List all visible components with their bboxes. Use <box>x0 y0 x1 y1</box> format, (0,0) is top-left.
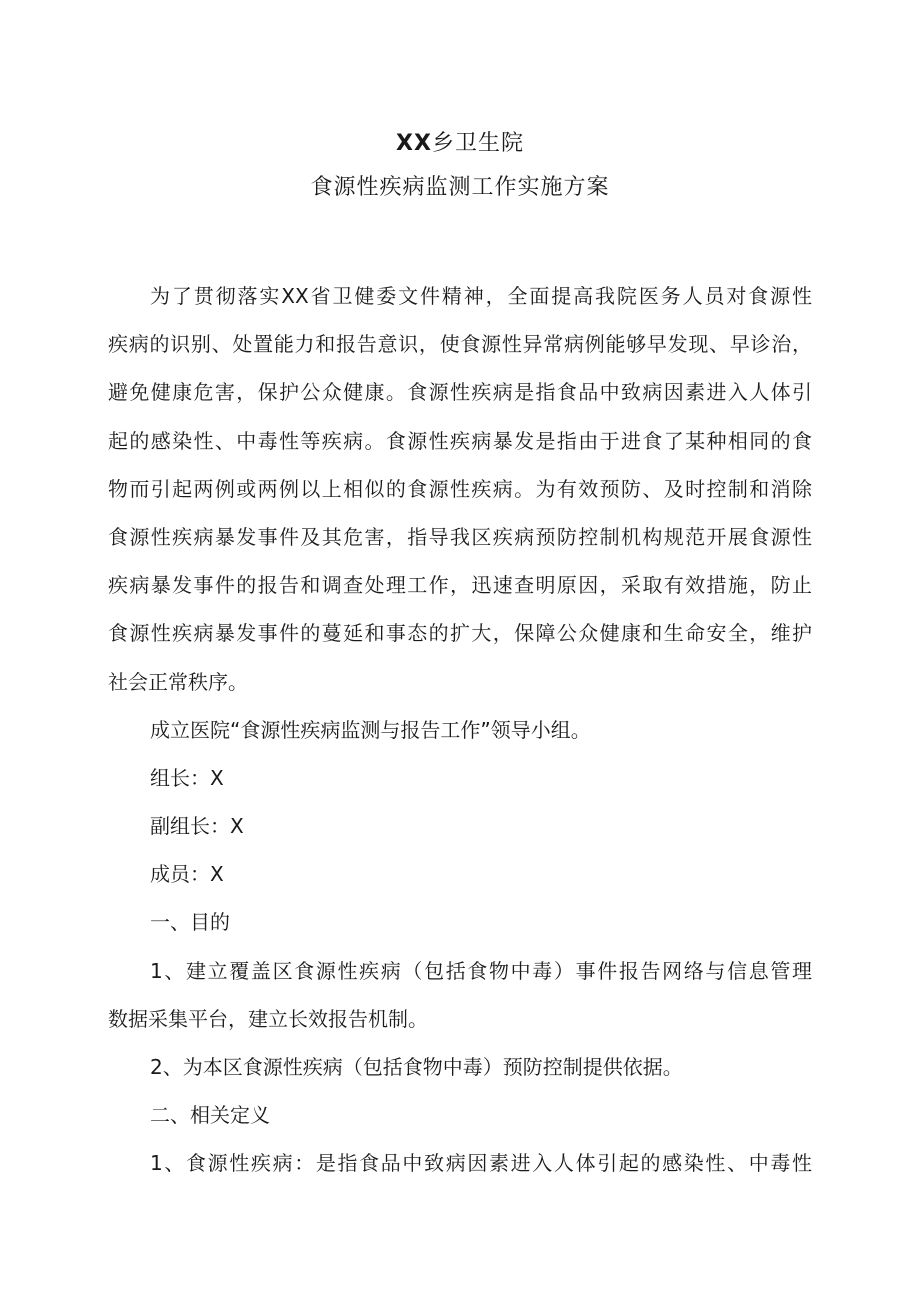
org-title-prefix: XX <box>396 131 432 156</box>
intro-line: 食源性疾病暴发事件的蔓延和事态的扩大，保障公众健康和生命安全，维护 <box>108 621 812 646</box>
group-members: 成员：X <box>150 862 224 887</box>
intro-line: 物而引起两例或两例以上相似的食源性疾病。为有效预防、及时控制和消除 <box>108 476 812 501</box>
intro-line: 疾病的识别、处置能力和报告意识，使食源性异常病例能够早发现、早诊治， <box>108 332 812 357</box>
document-title-block <box>0 122 920 210</box>
section-heading-purpose: 一、目的 <box>150 910 230 935</box>
intro-line: 为了贯彻落实XX省卫健委文件精神，全面提高我院医务人员对食源性 <box>150 284 812 308</box>
purpose-item-1-cont: 数据采集平台，建立长效报告机制。 <box>108 1006 428 1031</box>
intro-line: 疾病暴发事件的报告和调查处理工作，迅速查明原因，采取有效措施，防止 <box>108 573 812 598</box>
group-intro: 成立医院“食源性疾病监测与报告工作”领导小组。 <box>150 717 591 742</box>
definition-item-1: 1、食源性疾病：是指食品中致病因素进入人体引起的感染性、中毒性 <box>150 1151 812 1176</box>
purpose-item-1: 1、建立覆盖区食源性疾病（包括食物中毒）事件报告网络与信息管理 <box>150 958 812 983</box>
intro-line: 起的感染性、中毒性等疾病。食源性疾病暴发是指由于进食了某种相同的食 <box>108 428 812 453</box>
group-deputy-leader: 副组长：X <box>150 814 244 839</box>
section-heading-definitions: 二、相关定义 <box>150 1103 270 1128</box>
intro-line: 食源性疾病暴发事件及其危害，指导我区疾病预防控制机构规范开展食源性 <box>108 524 812 549</box>
document-main-title: 食源性疾病监测工作实施方案 <box>310 175 610 200</box>
document-body <box>108 272 812 1188</box>
purpose-item-2: 2、为本区食源性疾病（包括食物中毒）预防控制提供依据。 <box>150 1055 683 1079</box>
document-org-title <box>0 122 920 166</box>
org-title-name: 乡卫生院 <box>431 131 524 156</box>
intro-line: 避免健康危害，保护公众健康。食源性疾病是指食品中致病因素进入人体引 <box>108 380 812 405</box>
intro-paragraph <box>108 272 812 706</box>
group-leader: 组长：X <box>150 765 224 790</box>
intro-line: 社会正常秩序。 <box>108 669 248 694</box>
